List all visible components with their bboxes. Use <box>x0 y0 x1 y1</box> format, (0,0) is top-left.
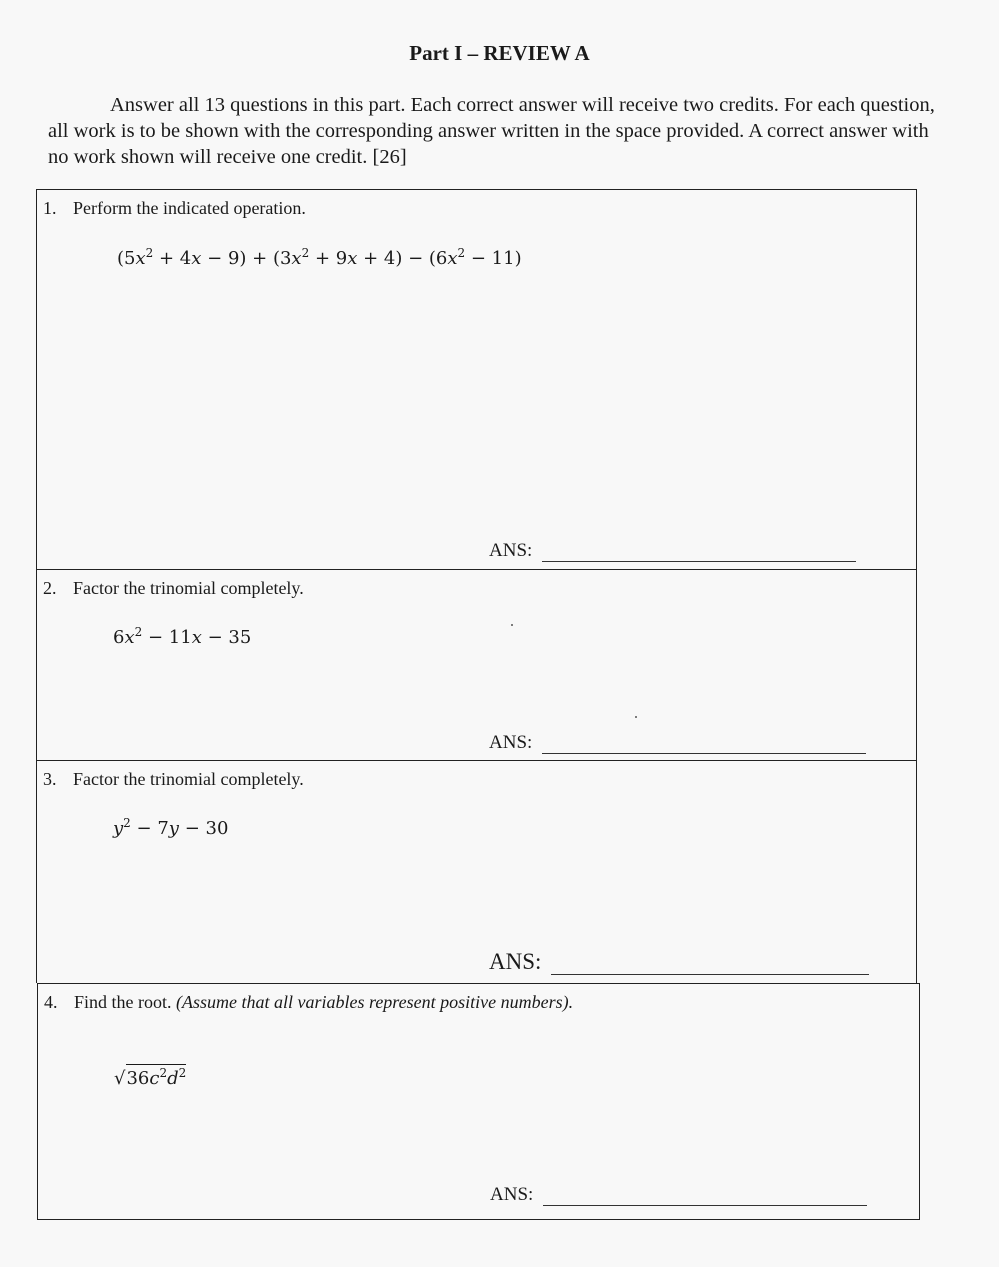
math-expression: $y^2 - 7y - 30$ <box>113 816 229 839</box>
answer-area <box>489 732 866 754</box>
question-prompt: Factor the trinomial completely. <box>73 769 304 789</box>
question-number: 3. <box>43 769 57 789</box>
question-prompt: Factor the trinomial completely. <box>73 578 304 598</box>
paper-speck <box>635 716 637 718</box>
answer-label: ANS: <box>489 949 542 974</box>
answer-blank[interactable] <box>551 958 869 975</box>
question-note: (Assume that all variables represent positive numbers). <box>176 992 574 1012</box>
answer-blank[interactable] <box>542 737 866 754</box>
answer-area <box>489 540 856 562</box>
math-expression: $√36c^2d^2$ <box>114 1066 187 1089</box>
question-prompt-wrap <box>74 992 573 1013</box>
question-3 <box>36 760 917 983</box>
question-2 <box>36 569 917 760</box>
answer-area <box>490 1184 867 1206</box>
question-4 <box>37 983 920 1220</box>
question-prompt: Perform the indicated operation. <box>73 198 306 218</box>
paper-speck <box>511 624 513 626</box>
question-number: 1. <box>43 198 57 218</box>
math-expression: $(5x^2 + 4x - 9) + (3x^2 + 9x + 4) - (6x^2 - 11)$ <box>117 246 522 269</box>
question-number: 4. <box>44 992 58 1012</box>
answer-label: ANS: <box>489 540 533 561</box>
answer-label: ANS: <box>489 732 533 753</box>
answer-area <box>489 949 869 975</box>
question-number: 2. <box>43 578 57 598</box>
answer-label: ANS: <box>490 1184 534 1205</box>
page-title: Part I – REVIEW A <box>409 41 590 65</box>
answer-blank[interactable] <box>543 1189 867 1206</box>
question-1 <box>36 189 917 569</box>
math-expression: $6x^2 - 11x - 35$ <box>113 625 252 648</box>
question-prompt: Find the root. <box>74 992 172 1012</box>
instructions: Answer all 13 questions in this part. Each correct answer will receive two credits. For each question, all work is to be shown with the corresponding answer written in the space provided. A correct answer with no work shown will receive one credit. [26] <box>48 94 935 168</box>
answer-blank[interactable] <box>542 545 856 562</box>
